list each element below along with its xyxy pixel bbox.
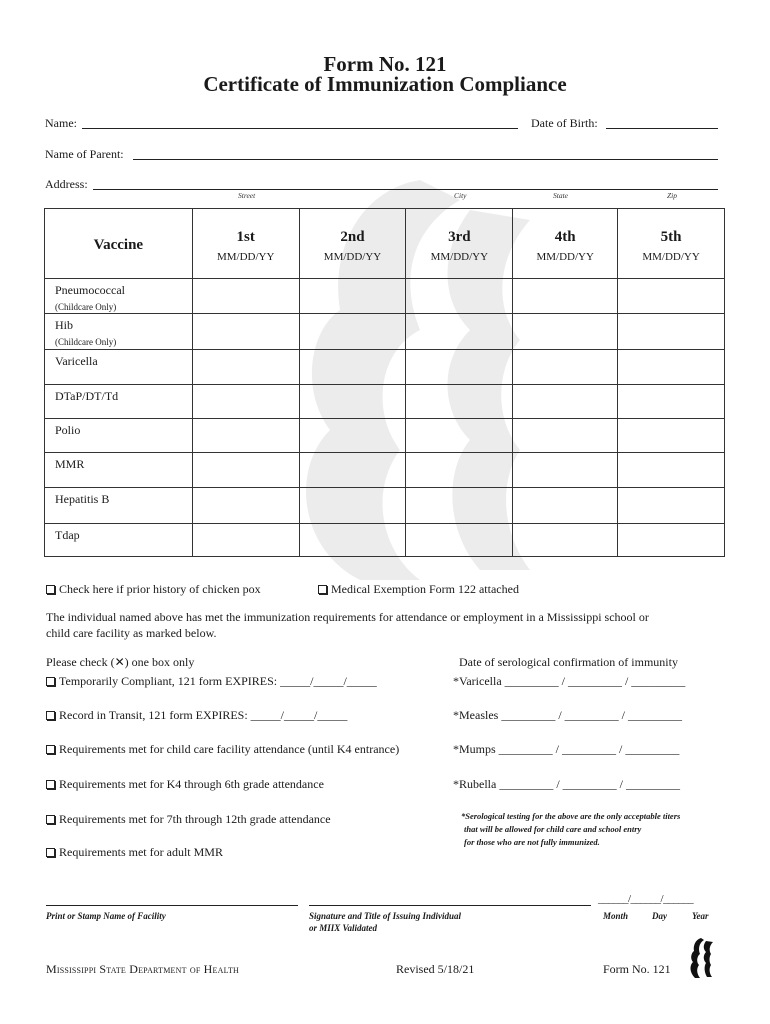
serology-varicella[interactable]: *Varicella _________ / _________ / _________	[453, 674, 686, 688]
dose-cell[interactable]	[406, 419, 513, 453]
chicken-pox-option[interactable]: Check here if prior history of chicken pox	[46, 582, 261, 597]
dose-cell[interactable]	[299, 488, 406, 524]
dose-cell[interactable]	[406, 453, 513, 488]
dose-cell[interactable]	[299, 350, 406, 385]
parent-label: Name of Parent:	[45, 147, 124, 161]
dose-cell[interactable]	[406, 488, 513, 524]
serology-footnote-3: for those who are not fully immunized.	[464, 837, 600, 847]
dose-cell[interactable]	[406, 279, 513, 314]
revised-date: Revised 5/18/21	[396, 962, 475, 976]
address-street-label: Street	[238, 191, 256, 200]
dose-header-4: 4th MM/DD/YY	[513, 209, 618, 279]
msdh-logo-icon	[688, 937, 714, 979]
dose-cell[interactable]	[192, 279, 299, 314]
check-instruction: Please check (✕) one box only	[46, 655, 195, 669]
vaccine-header: Vaccine	[93, 237, 144, 253]
dose-cell[interactable]	[618, 488, 725, 524]
dose-cell[interactable]	[299, 419, 406, 453]
dose-cell[interactable]	[299, 453, 406, 488]
dose-cell[interactable]	[406, 314, 513, 350]
vaccine-pneumococcal: Pneumococcal (Childcare Only)	[45, 279, 193, 314]
dose-cell[interactable]	[299, 314, 406, 350]
dose-cell[interactable]	[192, 314, 299, 350]
vaccine-hib: Hib (Childcare Only)	[45, 314, 193, 350]
month-label: Month	[603, 911, 629, 921]
checkbox[interactable]	[46, 711, 55, 720]
serology-rubella[interactable]: *Rubella _________ / _________ / _________	[453, 777, 680, 791]
dose-cell[interactable]	[618, 524, 725, 557]
dob-field[interactable]	[606, 128, 718, 129]
vaccine-polio: Polio	[45, 419, 193, 453]
table-row	[45, 419, 725, 453]
serology-mumps[interactable]: *Mumps _________ / _________ / _________	[453, 742, 680, 756]
dose-cell[interactable]	[513, 279, 618, 314]
dose-cell[interactable]	[192, 524, 299, 557]
vaccine-dtap: DTaP/DT/Td	[45, 385, 193, 419]
signature-label-2: or MIIX Validated	[309, 923, 378, 933]
option-adult-mmr[interactable]: Requirements met for adult MMR	[46, 845, 223, 860]
dose-cell[interactable]	[406, 385, 513, 419]
dose-cell[interactable]	[618, 385, 725, 419]
signature-field[interactable]	[309, 905, 591, 906]
option-record-in-transit[interactable]: Record in Transit, 121 form EXPIRES: _____/_____/_____	[46, 708, 347, 723]
medical-exemption-checkbox[interactable]	[318, 585, 327, 594]
dose-cell[interactable]	[513, 419, 618, 453]
address-state-label: State	[553, 191, 568, 200]
dob-label: Date of Birth:	[531, 116, 598, 130]
checkbox[interactable]	[46, 677, 55, 686]
table-header-row	[45, 209, 725, 279]
agency-name: Mississippi State Department of Health	[46, 962, 240, 976]
dose-cell[interactable]	[192, 419, 299, 453]
dose-cell[interactable]	[618, 279, 725, 314]
dose-header-2: 2nd MM/DD/YY	[299, 209, 406, 279]
checkbox[interactable]	[46, 745, 55, 754]
table-row	[45, 385, 725, 419]
checkbox[interactable]	[46, 848, 55, 857]
dose-cell[interactable]	[513, 488, 618, 524]
form-number-title: Form No. 121	[323, 52, 447, 76]
vaccine-mmr: MMR	[45, 453, 193, 488]
dose-cell[interactable]	[513, 453, 618, 488]
address-field[interactable]	[93, 189, 718, 190]
dose-header-1: 1st MM/DD/YY	[192, 209, 299, 279]
dose-cell[interactable]	[513, 385, 618, 419]
serology-footnote-2: that will be allowed for child care and school entry	[464, 824, 642, 834]
name-field[interactable]	[82, 128, 518, 129]
compliance-statement-line2: child care facility as marked below.	[46, 626, 217, 640]
option-child-care[interactable]: Requirements met for child care facility attendance (until K4 entrance)	[46, 742, 399, 757]
dose-cell[interactable]	[406, 350, 513, 385]
dose-cell[interactable]	[192, 350, 299, 385]
table-row	[45, 488, 725, 524]
vaccine-header-cell	[45, 209, 193, 279]
dose-cell[interactable]	[513, 350, 618, 385]
serology-measles[interactable]: *Measles _________ / _________ / _________	[453, 708, 682, 722]
dose-cell[interactable]	[618, 453, 725, 488]
dose-cell[interactable]	[192, 488, 299, 524]
address-label: Address:	[45, 177, 88, 191]
dose-cell[interactable]	[299, 279, 406, 314]
serology-header: Date of serological confirmation of immunity	[459, 655, 678, 669]
vaccine-table	[44, 208, 725, 557]
medical-exemption-option[interactable]: Medical Exemption Form 122 attached	[318, 582, 519, 597]
facility-name-field[interactable]	[46, 905, 298, 906]
dose-cell[interactable]	[299, 524, 406, 557]
facility-label: Print or Stamp Name of Facility	[46, 911, 166, 921]
dose-cell[interactable]	[513, 314, 618, 350]
address-city-label: City	[454, 191, 467, 200]
table-row	[45, 524, 725, 557]
form-title: Certificate of Immunization Compliance	[203, 72, 567, 96]
checkbox[interactable]	[46, 780, 55, 789]
serology-footnote-1: *Serological testing for the above are the only acceptable titers	[461, 811, 681, 821]
parent-field[interactable]	[133, 159, 718, 160]
dose-cell[interactable]	[513, 524, 618, 557]
table-row	[45, 350, 725, 385]
day-label: Day	[652, 911, 667, 921]
signature-label-1: Signature and Title of Issuing Individual	[309, 911, 461, 921]
dose-cell[interactable]	[192, 385, 299, 419]
year-label: Year	[692, 911, 709, 921]
dose-cell[interactable]	[618, 419, 725, 453]
dose-cell[interactable]	[192, 453, 299, 488]
table-row	[45, 314, 725, 350]
table-row	[45, 279, 725, 314]
checkbox[interactable]	[46, 815, 55, 824]
vaccine-hepatitis-b: Hepatitis B	[45, 488, 193, 524]
footer-form-number: Form No. 121	[603, 962, 671, 976]
dose-header-3: 3rd MM/DD/YY	[406, 209, 513, 279]
vaccine-varicella: Varicella	[45, 350, 193, 385]
vaccine-tdap: Tdap	[45, 524, 193, 557]
dose-cell[interactable]	[618, 350, 725, 385]
dose-cell[interactable]	[618, 314, 725, 350]
chicken-pox-checkbox[interactable]	[46, 585, 55, 594]
option-7th-12th[interactable]: Requirements met for 7th through 12th grade attendance	[46, 812, 331, 827]
option-temporarily-compliant[interactable]: Temporarily Compliant, 121 form EXPIRES: _____/_____/_____	[46, 674, 377, 689]
dose-header-5: 5th MM/DD/YY	[618, 209, 725, 279]
dose-cell[interactable]	[406, 524, 513, 557]
dose-cell[interactable]	[299, 385, 406, 419]
compliance-statement-line1: The individual named above has met the immunization requirements for attendance or employment in a Mississippi school or	[46, 610, 649, 624]
address-zip-label: Zip	[667, 191, 678, 200]
date-field[interactable]: ______/______/______	[598, 893, 694, 905]
option-k4-6th[interactable]: Requirements met for K4 through 6th grade attendance	[46, 777, 324, 792]
name-label: Name:	[45, 116, 77, 130]
table-row	[45, 453, 725, 488]
